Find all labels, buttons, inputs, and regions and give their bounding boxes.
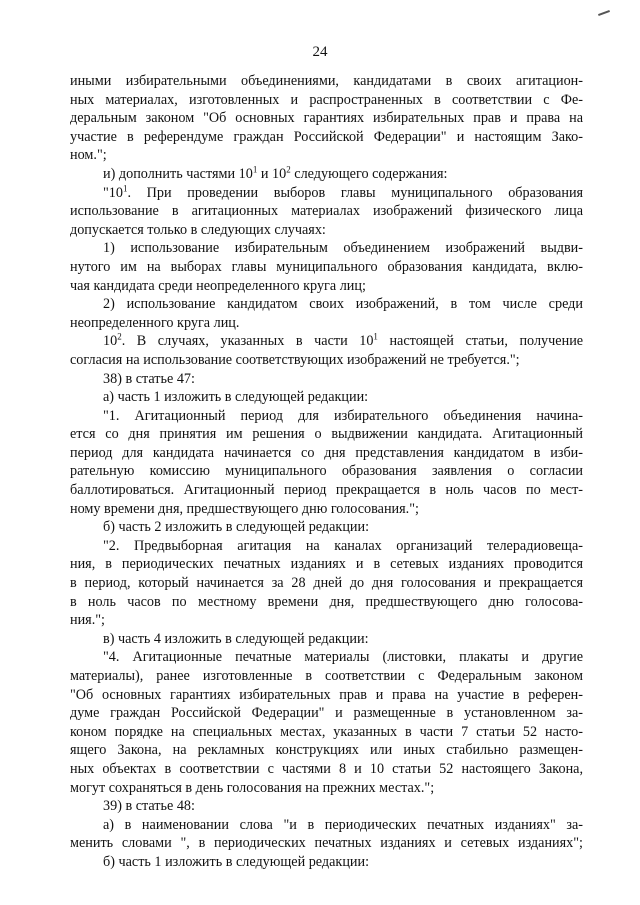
- text-line: "1. Агитационный период для избирательного объединения начина-: [103, 407, 583, 424]
- text-line: "$10^1$. При проведении выборов главы муниципального образования: [103, 182, 584, 201]
- text-line: 38) в статье 47:: [103, 370, 195, 387]
- text-line: ется со дня принятия им решения о выдвижении кандидата. Агитационный: [70, 426, 583, 443]
- text-line: иными избирательными объединениями, кандидатами в своих агитацион-: [70, 73, 583, 89]
- text-line: "4. Агитационные печатные материалы (листовки, плакаты и другие: [103, 649, 583, 666]
- text-line: чая кандидата среди неопределенного круга лиц;: [70, 277, 366, 294]
- text-line: а) часть 1 изложить в следующей редакции:: [103, 389, 369, 406]
- pen-mark-icon: [598, 10, 610, 16]
- text-line: баллотироваться. Агитационный период прекращается в ноль часов по мест-: [70, 482, 583, 499]
- text-line: нутого им на выборах главы муниципального образования кандидата, вклю-: [70, 258, 583, 275]
- page-number: 24: [312, 44, 328, 60]
- text-line: материалы), ранее изготовленные в соответствии с Федеральным законом: [70, 668, 583, 684]
- text-line: деральным законом "Об основных гарантиях избирательных прав и права на: [70, 110, 583, 127]
- text-line: использование в агитационных материалах изображений физического лица: [70, 203, 583, 220]
- text-line: и) дополнить частями $10^1$ и $10^2$ следующего содержания:: [103, 164, 448, 182]
- text-line: в) часть 4 изложить в следующей редакции:: [103, 630, 369, 647]
- document-body: [70, 72, 583, 872]
- text-line: "2. Предвыборная агитация на каналах организаций телерадиовеща-: [103, 537, 583, 554]
- text-line: менить словами ", в периодических печатных изданиях и сетевых изданиях";: [70, 835, 583, 852]
- text-line: б) часть 1 изложить в следующей редакции:: [103, 853, 370, 870]
- text-line: коном порядке на специальных местах, указанных в части 7 статьи 52 насто-: [70, 723, 583, 740]
- text-line: участие в референдуме граждан Российской Федерации" и настоящим Зако-: [70, 128, 583, 145]
- text-line: в ноль часов по местному времени дня, предшествующего дню голосова-: [70, 593, 583, 610]
- text-line: ных материалах, изготовленных и распространенных в соответствии с Фе-: [70, 91, 583, 108]
- text-line: период для кандидата начинается со дня представления кандидатом в изби-: [70, 444, 583, 461]
- text-line: рательную комиссию муниципального образования заявления о согласии: [70, 463, 583, 480]
- text-line: могут сохраняться в день голосования на прежних местах.";: [70, 779, 435, 796]
- text-line: согласия на использование соответствующих изображений не требуется.";: [70, 351, 520, 368]
- text-line: думе граждан Российской Федерации" и размещенные в установленном за-: [70, 705, 583, 722]
- text-line: ния, в периодических печатных изданиях и в сетевых изданиях проводится: [70, 556, 583, 573]
- text-line: ния.";: [70, 612, 105, 629]
- text-line: $10^2$. В случаях, указанных в части $10^1$ настоящей статьи, получение: [103, 331, 584, 350]
- text-line: неопределенного круга лиц.: [70, 314, 240, 331]
- text-line: "Об основных гарантиях избирательных прав и права на участие в референ-: [70, 686, 583, 703]
- text-line: б) часть 2 изложить в следующей редакции:: [103, 519, 370, 536]
- text-line: в период, который начинается за 28 дней до дня голосования и прекращается: [70, 575, 583, 592]
- text-line: ных объектах в соответствии с частями 8 и 10 статьи 52 настоящего Закона,: [70, 760, 583, 777]
- text-line: ящего Закона, на рекламных конструкциях или иных стабильно размещен-: [70, 742, 583, 759]
- text-line: 39) в статье 48:: [103, 798, 195, 815]
- text-line: ном.";: [70, 147, 107, 164]
- text-line: а) в наименовании слова "и в периодических печатных изданиях" за-: [103, 816, 583, 833]
- text-line: допускается только в следующих случаях:: [70, 221, 326, 238]
- text-line: 2) использование кандидатом своих изображений, в том числе среди: [103, 296, 583, 313]
- text-line: ному времени дня, предшествующего дню голосования.";: [70, 500, 419, 517]
- text-line: 1) использование избирательным объединением изображений выдви-: [103, 240, 583, 257]
